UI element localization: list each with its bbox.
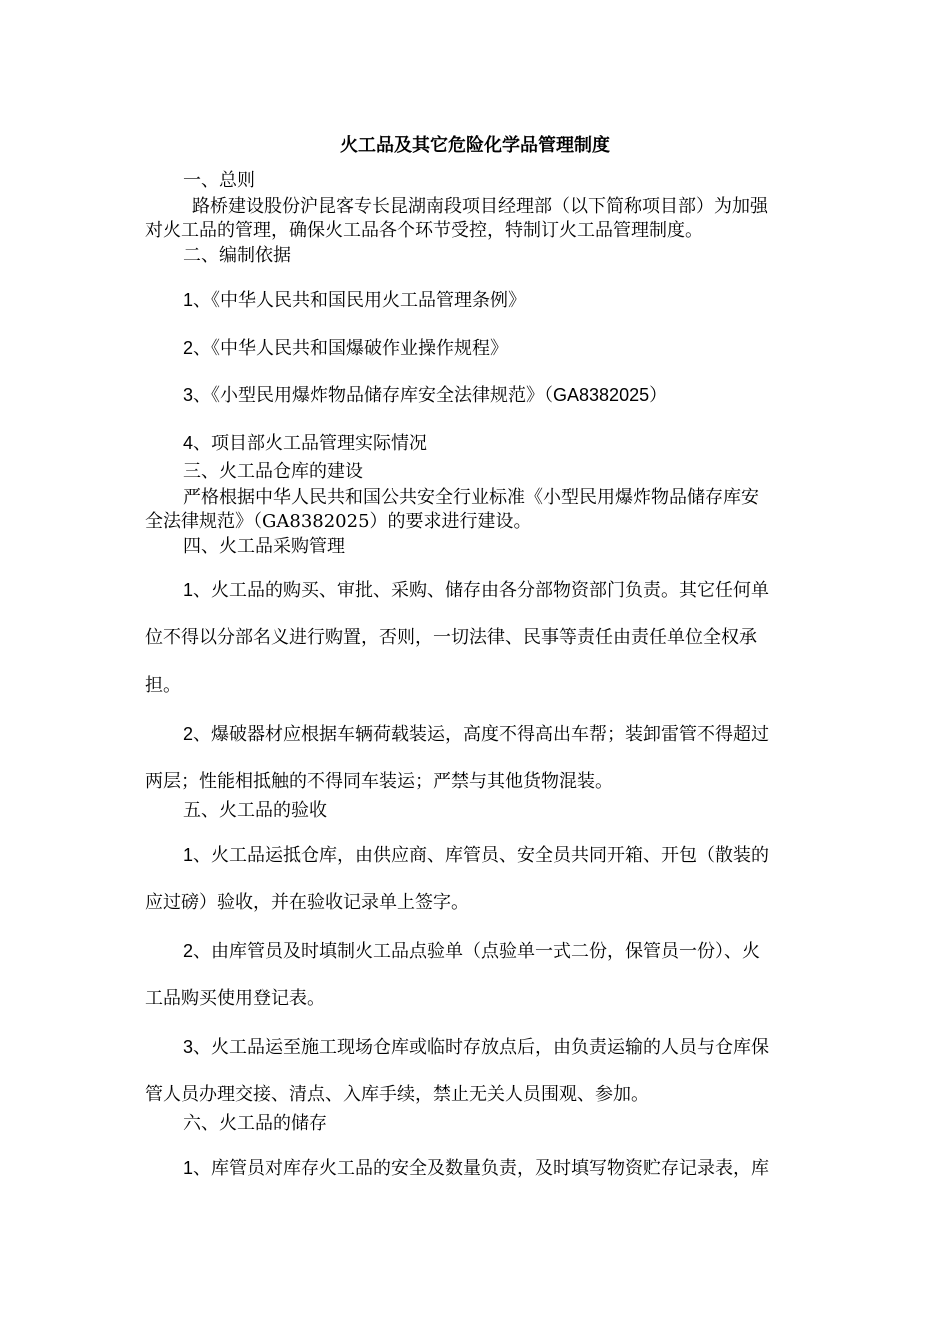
item-text: 、《中华人民共和国民用火工品管理条例》 xyxy=(193,290,527,311)
section-heading-basis: 二、编制依据 xyxy=(183,245,291,266)
paragraph-line: 严格根据中华人民共和国公共安全行业标准《小型民用爆炸物品储存库安 xyxy=(183,487,759,508)
section-heading-acceptance: 五、火工品的验收 xyxy=(183,800,327,821)
item-number: 2 xyxy=(183,724,194,744)
item-text: 、爆破器材应根据车辆荷载装运，高度不得高出车帮；装卸雷管不得超过 xyxy=(193,724,770,745)
paragraph-line xyxy=(183,844,769,867)
paragraph-line: 应过磅）验收，并在验收记录单上签字。 xyxy=(145,892,469,913)
paragraph-line xyxy=(183,1036,769,1059)
item-text: 、火工品运至施工现场仓库或临时存放点后，由负责运输的人员与仓库保 xyxy=(193,1037,770,1058)
item-number: 1 xyxy=(183,290,194,310)
item-number: 1 xyxy=(183,580,194,600)
item-number: 2 xyxy=(183,338,194,358)
list-item xyxy=(183,432,427,455)
item-text: 、火工品的购买、审批、采购、储存由各分部物资部门负责。其它任何单 xyxy=(193,580,770,601)
section-heading-storage: 六、火工品的储存 xyxy=(183,1113,327,1134)
item-number: 3 xyxy=(183,1037,194,1057)
item-number: 3 xyxy=(183,385,194,405)
item-text: 、由库管员及时填制火工品点验单（点验单一式二份，保管员一份）、火 xyxy=(193,941,761,962)
item-text: 、项目部火工品管理实际情况 xyxy=(193,433,428,454)
item-number: 1 xyxy=(183,845,194,865)
item-text: 、火工品运抵仓库，由供应商、库管员、安全员共同开箱、开包（散装的 xyxy=(193,845,770,866)
paragraph-line xyxy=(183,579,769,602)
item-text-end: ） xyxy=(649,385,668,406)
item-text: 、《中华人民共和国爆破作业操作规程》 xyxy=(193,338,509,359)
list-item xyxy=(183,384,667,407)
item-number: 1 xyxy=(183,1158,194,1178)
paragraph-line: 路桥建设股份沪昆客专长昆湖南段项目经理部（以下简称项目部）为加强 xyxy=(192,196,768,217)
paragraph-line xyxy=(183,1157,769,1180)
list-item xyxy=(183,289,526,312)
standard-code: GA8382025 xyxy=(553,385,650,405)
section-heading-warehouse: 三、火工品仓库的建设 xyxy=(183,461,363,482)
item-number: 2 xyxy=(183,941,194,961)
paragraph-line: 对火工品的管理，确保火工品各个环节受控，特制订火工品管理制度。 xyxy=(145,220,703,241)
paragraph-line: 管人员办理交接、清点、入库手续，禁止无关人员围观、参加。 xyxy=(145,1084,649,1105)
paragraph-line: 两层；性能相抵触的不得同车装运；严禁与其他货物混装。 xyxy=(145,771,613,792)
paragraph-line xyxy=(183,723,769,746)
document-title: 火工品及其它危险化学品管理制度 xyxy=(340,135,610,156)
item-number: 4 xyxy=(183,433,194,453)
item-text: 、库管员对库存火工品的安全及数量负责，及时填写物资贮存记录表，库 xyxy=(193,1158,770,1179)
paragraph-line: 全法律规范》（GA8382025）的要求进行建设。 xyxy=(145,511,532,532)
list-item xyxy=(183,337,508,360)
section-heading-general: 一、总则 xyxy=(183,170,255,191)
item-text: 、《小型民用爆炸物品储存库安全法律规范》（ xyxy=(193,385,554,406)
section-heading-procurement: 四、火工品采购管理 xyxy=(183,536,345,557)
paragraph-line: 位不得以分部名义进行购置，否则，一切法律、民事等责任由责任单位全权承 xyxy=(145,627,757,648)
paragraph-line: 担。 xyxy=(145,675,181,696)
paragraph-line xyxy=(183,940,760,963)
paragraph-line: 工品购买使用登记表。 xyxy=(145,988,325,1009)
